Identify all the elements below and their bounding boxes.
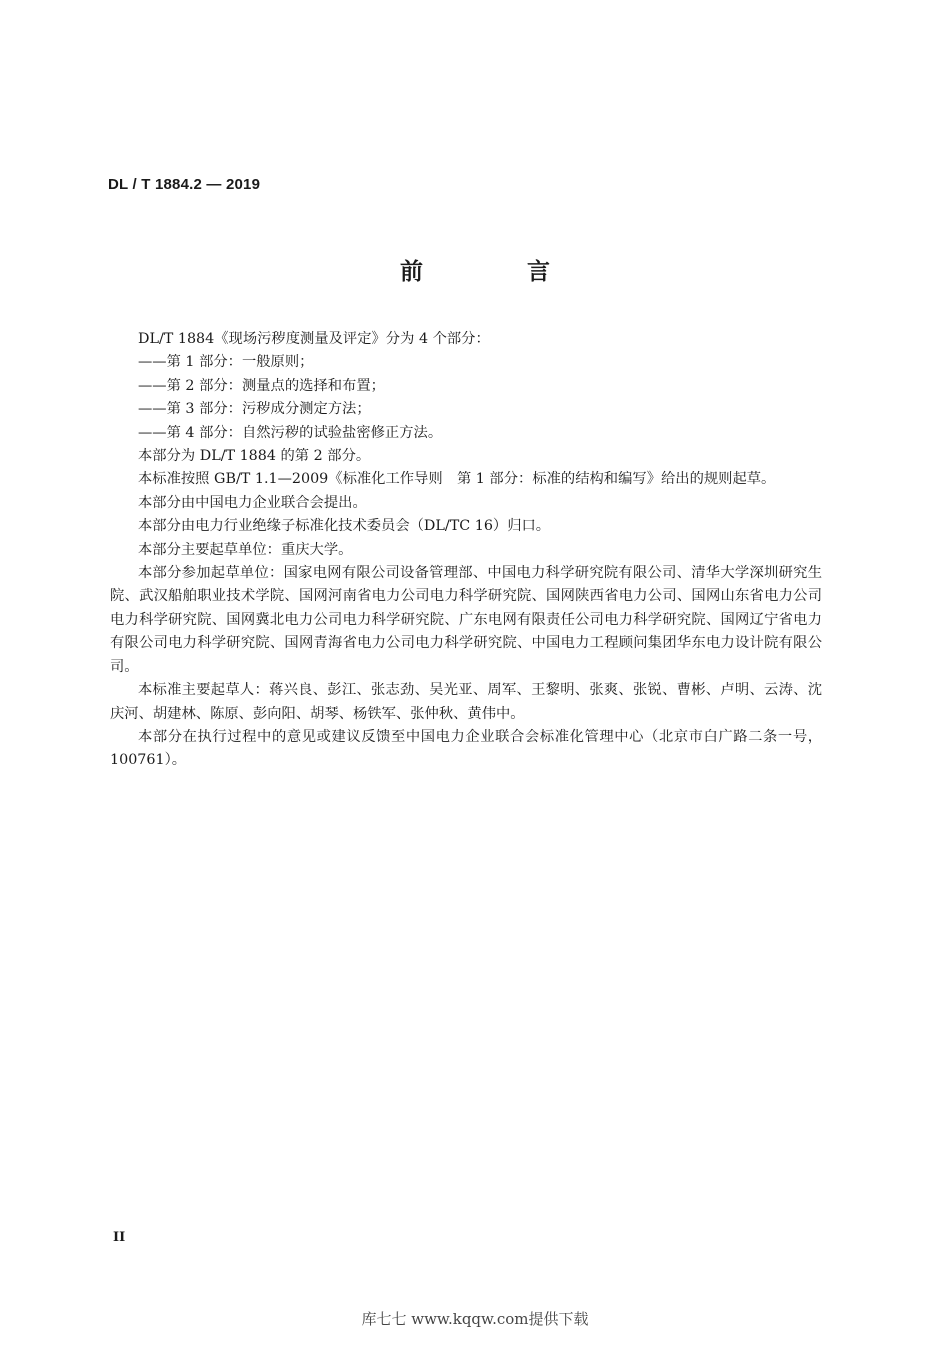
paragraph-committee: 本部分由电力行业绝缘子标准化技术委员会（DL/TC 16）归口。 — [138, 518, 551, 535]
page-number: II — [113, 1230, 126, 1245]
list-item-part-1: ——第 1 部分：一般原则； — [138, 354, 314, 371]
paragraph-drafting-rules: 本标准按照 GB/T 1.1—2009《标准化工作导则 第 1 部分：标准的结构和编写》给出的规则起草。 — [138, 471, 776, 488]
list-item-part-2: ——第 2 部分：测量点的选择和布置； — [138, 377, 385, 394]
download-watermark: 库七七 www.kqqw.com提供下载 — [361, 1310, 589, 1328]
list-item-part-4: ——第 4 部分：自然污秽的试验盐密修正方法。 — [138, 424, 443, 441]
paragraph-intro: DL/T 1884《现场污秽度测量及评定》分为 4 个部分： — [138, 331, 490, 347]
foreword-body — [110, 328, 822, 773]
page-title: 前 言 — [399, 259, 598, 285]
list-item-part-3: ——第 3 部分：污秽成分测定方法； — [138, 401, 371, 418]
paragraph-proposer: 本部分由中国电力企业联合会提出。 — [138, 494, 367, 511]
standard-code: DL / T 1884.2 — 2019 — [108, 176, 261, 193]
paragraph-feedback: 本部分在执行过程中的意见或建议反馈至中国电力企业联合会标准化管理中心（北京市白广路二条一号，100761）。 — [110, 728, 822, 769]
paragraph-main-drafter: 本部分主要起草单位：重庆大学。 — [138, 541, 353, 558]
paragraph-drafters: 本标准主要起草人：蒋兴良、彭江、张志劲、吴光亚、周军、王黎明、张爽、张锐、曹彬、卢明、云涛、沈庆河、胡建林、陈原、彭向阳、胡琴、杨铁军、张仲秋、黄伟中。 — [110, 682, 822, 722]
paragraph-participating-units: 本部分参加起草单位：国家电网有限公司设备管理部、中国电力科学研究院有限公司、清华大学深圳研究生院、武汉船舶职业技术学院、国网河南省电力公司电力科学研究院、国网陕西省电力公司、国网山东省电力公司电力科学研究院、国网冀北电力公司电力科学研究院、广东电网有限责任公司电力科学研究院、国网辽宁省电力有限公司电力科学研究院、国网青海省电力公司电力科学研究院、中国电力工程顾问集团华东电力设计院有限公司。 — [110, 565, 822, 675]
paragraph-scope: 本部分为 DL/T 1884 的第 2 部分。 — [138, 448, 371, 465]
